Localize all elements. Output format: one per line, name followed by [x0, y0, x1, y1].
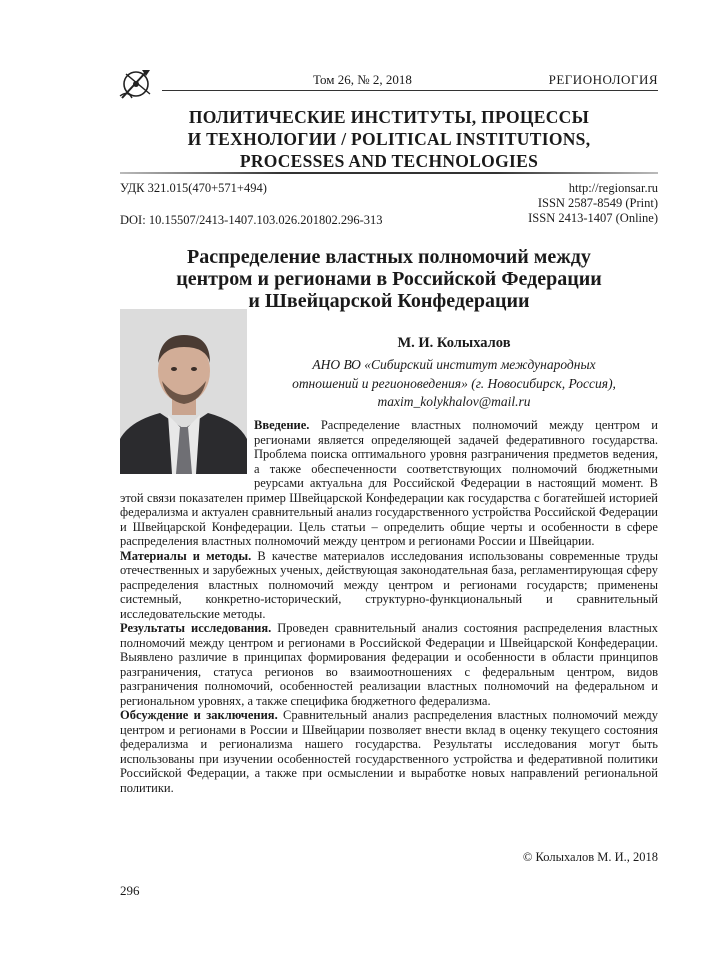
- journal-issue: Том 26, № 2, 2018: [313, 72, 412, 87]
- abstract-conclusion: [120, 708, 658, 795]
- journal-logo-icon: [116, 66, 158, 102]
- abstract: [120, 418, 658, 795]
- introduction-label: Введение.: [254, 418, 310, 432]
- section-heading-line: ПОЛИТИЧЕСКИЕ ИНСТИТУТЫ, ПРОЦЕССЫ: [188, 107, 590, 127]
- abstract-methods: [120, 549, 658, 622]
- issn-online: ISSN 2413-1407 (Online): [528, 211, 658, 225]
- page-number: 296: [120, 883, 140, 898]
- methods-text: В качестве материалов исследования использованы современные труды отечественных и зарубежных ученых, действующая законодательная база, регламентирующая сферу распределения властных полномочий между центром и регионами государств; применены системный, конкретно-исторический, структурно-функциональный и сравнительный исследовательские методы.: [120, 548, 658, 621]
- article-title-line: и Швейцарской Конфедерации: [248, 290, 530, 312]
- section-heading-line: PROCESSES AND TECHNOLOGIES: [239, 151, 539, 171]
- methods-label: Материалы и методы.: [120, 548, 252, 563]
- section-heading: [120, 106, 658, 172]
- results-label: Результаты исследования.: [120, 621, 272, 635]
- journal-identifiers: [528, 181, 658, 226]
- conclusion-text: Сравнительный анализ распределения властных полномочий между центром и регионами в России и Швейцарии позволяет внести вклад в оценку текущего состояния федерализма и регионализма нашего государства. Результаты исследования могут быть использованы при изучении особенностей государственного устройства и федеративной политики Российской Федерации, а также при осмыслении и выработке новых направлений региональной политики.: [120, 708, 658, 795]
- issn-print: ISSN 2587-8549 (Print): [537, 196, 658, 210]
- journal-name: РЕГИОНОЛОГИЯ: [548, 72, 658, 87]
- author-name: М. И. Колыхалов: [397, 335, 511, 351]
- section-heading-line: И ТЕХНОЛОГИИ / POLITICAL INSTITUTIONS,: [187, 129, 591, 149]
- article-title-line: Распределение властных полномочий между: [187, 246, 591, 268]
- affiliation-line: отношений и регионоведения» (г. Новосибирск, Россия),: [292, 375, 616, 391]
- results-text: Проведен сравнительный анализ состояния распределения властных полномочий между центром и регионами в Российской Федерации и Швейцарской Конфедерации. Выявлено различие в принципах формирования федерации и особенности в области принципов разграничения, статуса регионов во взаимоотношениях с федеральным центром, видов разграничения полномочий, особенностей реализации властных полномочий на федеральном и региональном уровнях, а также специфика бюджетного федерализма.: [120, 621, 658, 708]
- photo-float-spacer: [120, 418, 254, 478]
- article-title: [120, 246, 658, 312]
- journal-url[interactable]: http://regionsar.ru: [568, 181, 658, 195]
- doi[interactable]: DOI: 10.15507/2413-1407.103.026.201802.296-313: [120, 213, 383, 227]
- conclusion-label: Обсуждение и заключения.: [120, 708, 278, 722]
- author-email[interactable]: maxim_kolykhalov@mail.ru: [377, 394, 531, 409]
- article-title-line: центром и регионами в Российской Федерации: [176, 268, 602, 290]
- introduction-text: Распределение властных полномочий между центром и регионами является определяющей задачей федеративного государства. Проблема поиска оптимального уровня разграничения предметов ведения, а также обеспеченности соответствующих полномочий бюджетными реурсами актуальна для Российской Федерации в настоящий момент. В этой связи показателен пример Швейцарской Конфедерации как государства с богатейшей историей федерализма и актуален сравнительный анализ государственного устройства Российской Федерации и Швейцарской Конфедерации. Цель статьи – определить общие черты и особенности в сфере распределения властных полномочий между центром и регионами России и Швейцарии.: [120, 418, 658, 548]
- affiliation-line: АНО ВО «Сибирский институт международных: [312, 357, 596, 372]
- abstract-results: [120, 621, 658, 708]
- udk-code: УДК 321.015(470+571+494): [120, 181, 267, 195]
- section-rule: [120, 172, 658, 174]
- author-affiliation: [250, 356, 658, 412]
- copyright: © Колыхалов М. И., 2018: [522, 850, 658, 864]
- header-rule: [162, 90, 658, 91]
